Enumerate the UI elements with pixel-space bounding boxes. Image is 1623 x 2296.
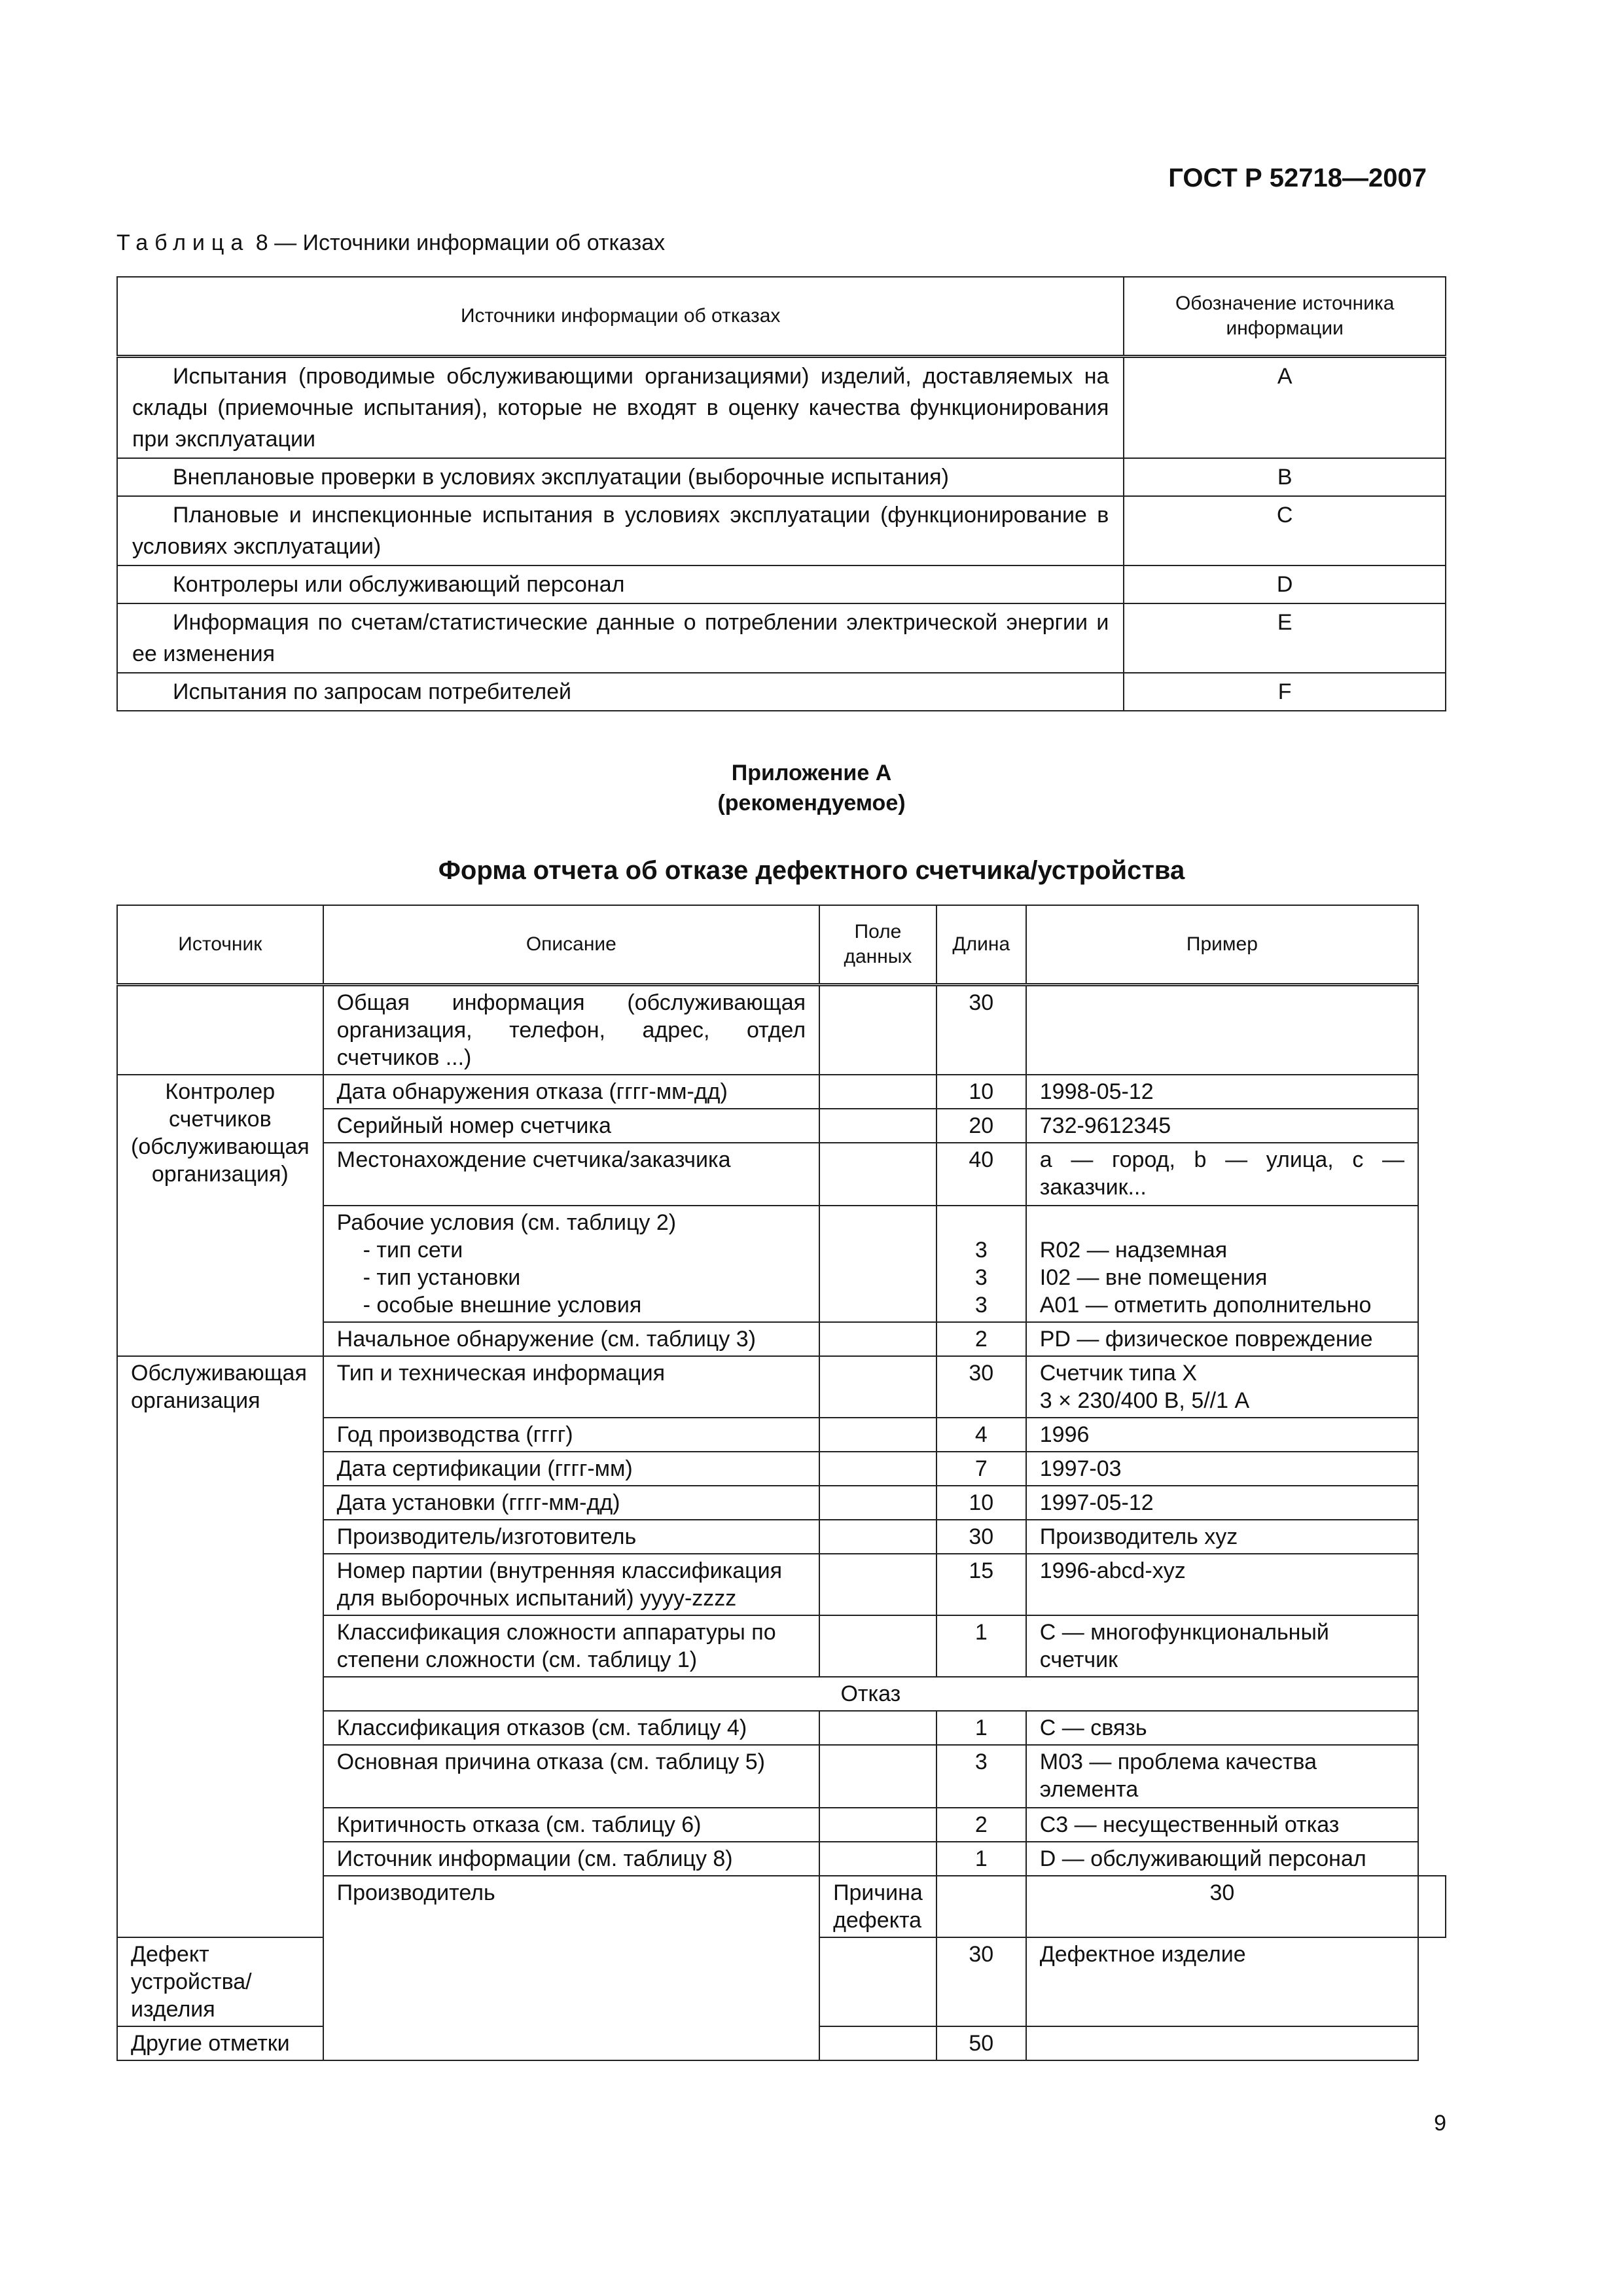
field-cell	[819, 1808, 936, 1842]
example-cell	[1026, 1206, 1418, 1322]
appendix-title: Приложение А	[731, 761, 892, 785]
source-text-value: Информация по счетам/статистические данные о потреблении электрической энергии и ее изменения	[132, 610, 1109, 666]
description-cell: Тип и техническая информация	[323, 1356, 819, 1418]
col-header-length: Длина	[936, 905, 1026, 985]
col-header-field-line2: данных	[844, 946, 912, 967]
example-cell	[1026, 985, 1418, 1075]
description-cell: Дата установки (гггг-мм-дд)	[323, 1486, 819, 1520]
table-row	[117, 673, 1446, 711]
failure-section-header: Отказ	[323, 1677, 1418, 1711]
table-row	[117, 357, 1446, 459]
length-cell: 40	[936, 1143, 1026, 1206]
source-code: B	[1124, 458, 1446, 496]
description-cell: Дата обнаружения отказа (гггг-мм-дд)	[323, 1075, 819, 1109]
length-cell: 1	[936, 1842, 1026, 1876]
field-cell	[819, 1745, 936, 1808]
length-cell: 50	[936, 2026, 1026, 2060]
example-cell: 1996-abcd-xyz	[1026, 1554, 1418, 1615]
description-cell: Причина дефекта	[819, 1876, 936, 1937]
source-text	[117, 357, 1124, 459]
field-cell	[819, 1486, 936, 1520]
length-cell: 1	[936, 1615, 1026, 1677]
source-text	[117, 496, 1124, 565]
description-cell: Серийный номер счетчика	[323, 1109, 819, 1143]
col-header-description: Описание	[323, 905, 819, 985]
example-cell: 1997-03	[1026, 1452, 1418, 1486]
table8-caption-title: 8 — Источники информации об отказах	[249, 230, 666, 255]
length-cell	[936, 1206, 1026, 1322]
field-cell	[819, 1143, 936, 1206]
table-row	[117, 565, 1446, 603]
field-cell	[819, 985, 936, 1075]
source-text-value: Испытания по запросам потребителей	[173, 679, 571, 704]
example-external: A01 — отметить дополнительно	[1039, 1293, 1372, 1318]
example-type: Счетчик типа X	[1039, 1361, 1198, 1386]
appendix-subtitle: (рекомендуемое)	[717, 791, 906, 816]
source-text-value: Испытания (проводимые обслуживающими организациями) изделий, доставляемых на склады (приемочные испытания), которые не входят в оценку качества функционирования при эксплуатации	[132, 364, 1109, 452]
source-text	[117, 565, 1124, 603]
source-code: D	[1124, 565, 1446, 603]
length-installation: 3	[974, 1265, 988, 1290]
source-text	[117, 458, 1124, 496]
field-cell	[819, 1937, 936, 2026]
field-cell	[819, 1554, 936, 1615]
conditions-network: - тип сети	[363, 1238, 463, 1263]
example-rating: 3 × 230/400 В, 5//1 А	[1039, 1388, 1250, 1413]
description-cell: Начальное обнаружение (см. таблицу 3)	[323, 1322, 819, 1356]
length-cell: 1	[936, 1711, 1026, 1745]
col-header-field-line1: Поле	[854, 921, 902, 942]
description-cell: Номер партии (внутренняя классификация для выборочных испытаний) yyyy-zzzz	[323, 1554, 819, 1615]
description-cell: Другие отметки	[117, 2026, 323, 2060]
length-cell: 4	[936, 1418, 1026, 1452]
example-cell	[1026, 2026, 1418, 2060]
source-cell	[117, 985, 323, 1075]
field-cell	[819, 1109, 936, 1143]
form-title: Форма отчета об отказе дефектного счетчика/устройства	[438, 856, 1185, 885]
col-header-source: Источник	[117, 905, 323, 985]
source-text-value: Контролеры или обслуживающий персонал	[173, 572, 625, 597]
length-cell: 15	[936, 1554, 1026, 1615]
length-cell: 3	[936, 1745, 1026, 1808]
example-cell: M03 — проблема качества элемента	[1026, 1745, 1418, 1808]
col-header-example: Пример	[1026, 905, 1418, 985]
description-cell: Основная причина отказа (см. таблицу 5)	[323, 1745, 819, 1808]
example-cell: C — многофункциональный счетчик	[1026, 1615, 1418, 1677]
description-cell: Год производства (гггг)	[323, 1418, 819, 1452]
table-row	[117, 1356, 1446, 1418]
length-cell: 30	[936, 1356, 1026, 1418]
field-cell	[819, 1842, 936, 1876]
length-cell: 20	[936, 1109, 1026, 1143]
example-cell: C — связь	[1026, 1711, 1418, 1745]
length-cell: 2	[936, 1808, 1026, 1842]
description-cell: Классификация сложности аппаратуры по степени сложности (см. таблицу 1)	[323, 1615, 819, 1677]
conditions-title: Рабочие условия (см. таблицу 2)	[336, 1210, 677, 1235]
example-cell: 732-9612345	[1026, 1109, 1418, 1143]
failure-report-form-table	[116, 905, 1446, 2061]
field-cell	[819, 1322, 936, 1356]
example-cell: PD — физическое повреждение	[1026, 1322, 1418, 1356]
example-network: R02 — надземная	[1039, 1238, 1228, 1263]
example-installation: I02 — вне помещения	[1039, 1265, 1268, 1290]
description-cell: Классификация отказов (см. таблицу 4)	[323, 1711, 819, 1745]
length-cell: 30	[936, 1520, 1026, 1554]
table-row	[117, 496, 1446, 565]
length-cell: 10	[936, 1075, 1026, 1109]
field-cell	[819, 1206, 936, 1322]
description-cell: Местонахождение счетчика/заказчика	[323, 1143, 819, 1206]
conditions-installation: - тип установки	[363, 1265, 521, 1290]
description-cell: Общая информация (обслуживающая организация, телефон, адрес, отдел счетчиков ...)	[323, 985, 819, 1075]
table-row	[117, 458, 1446, 496]
col-header-code: Обозначение источника информации	[1124, 277, 1446, 357]
field-cell	[819, 1520, 936, 1554]
field-cell	[819, 2026, 936, 2060]
source-text	[117, 603, 1124, 673]
source-text-value: Плановые и инспекционные испытания в условиях эксплуатации (функционирование в условиях эксплуатации)	[132, 503, 1109, 559]
example-cell: Производитель xyz	[1026, 1520, 1418, 1554]
table-row	[117, 1075, 1446, 1109]
example-cell: D — обслуживающий персонал	[1026, 1842, 1418, 1876]
standard-designation: ГОСТ Р 52718—2007	[1168, 164, 1427, 192]
example-cell	[1026, 1356, 1418, 1418]
length-cell: 30	[936, 985, 1026, 1075]
source-text-value: Внеплановые проверки в условиях эксплуатации (выборочные испытания)	[173, 465, 949, 490]
length-cell: 7	[936, 1452, 1026, 1486]
example-cell: 1998-05-12	[1026, 1075, 1418, 1109]
length-cell: 30	[936, 1937, 1026, 2026]
example-cell: 1996	[1026, 1418, 1418, 1452]
length-network: 3	[974, 1238, 988, 1263]
field-cell	[819, 1418, 936, 1452]
description-cell: Дата сертификации (гггг-мм)	[323, 1452, 819, 1486]
length-cell: 2	[936, 1322, 1026, 1356]
description-cell: Источник информации (см. таблицу 8)	[323, 1842, 819, 1876]
example-cell: a — город, b — улица, c — заказчик...	[1026, 1143, 1418, 1206]
description-cell: Критичность отказа (см. таблицу 6)	[323, 1808, 819, 1842]
source-text	[117, 673, 1124, 711]
example-cell: Дефектное изделие	[1026, 1937, 1418, 2026]
col-header-field	[819, 905, 936, 985]
page-number: 9	[1434, 2111, 1446, 2136]
field-cell	[819, 1075, 936, 1109]
description-cell: Дефект устройства/изделия	[117, 1937, 323, 2026]
field-cell	[819, 1452, 936, 1486]
table8-caption	[116, 230, 665, 256]
table8-caption-label: Таблица	[116, 230, 250, 255]
table-row	[117, 603, 1446, 673]
example-cell: 1997-05-12	[1026, 1486, 1418, 1520]
source-code: F	[1124, 673, 1446, 711]
source-controller: Контролер счетчиков (обслуживающая организация)	[117, 1075, 323, 1356]
source-code: E	[1124, 603, 1446, 673]
length-external: 3	[974, 1293, 988, 1318]
length-cell: 10	[936, 1486, 1026, 1520]
col-header-sources: Источники информации об отказах	[117, 277, 1124, 357]
description-cell: Производитель/изготовитель	[323, 1520, 819, 1554]
source-code: C	[1124, 496, 1446, 565]
example-cell: C3 — несущественный отказ	[1026, 1808, 1418, 1842]
example-cell	[1418, 1876, 1446, 1937]
source-code: A	[1124, 357, 1446, 459]
source-producer: Производитель	[323, 1876, 819, 2060]
table-row	[117, 985, 1446, 1075]
field-cell	[819, 1615, 936, 1677]
length-cell: 30	[1026, 1876, 1418, 1937]
field-cell	[819, 1356, 936, 1418]
conditions-external: - особые внешние условия	[363, 1293, 642, 1318]
field-cell	[936, 1876, 1026, 1937]
source-service-org: Обслуживающая организация	[117, 1356, 323, 1937]
description-cell	[323, 1206, 819, 1322]
field-cell	[819, 1711, 936, 1745]
failure-sources-table	[116, 276, 1446, 711]
